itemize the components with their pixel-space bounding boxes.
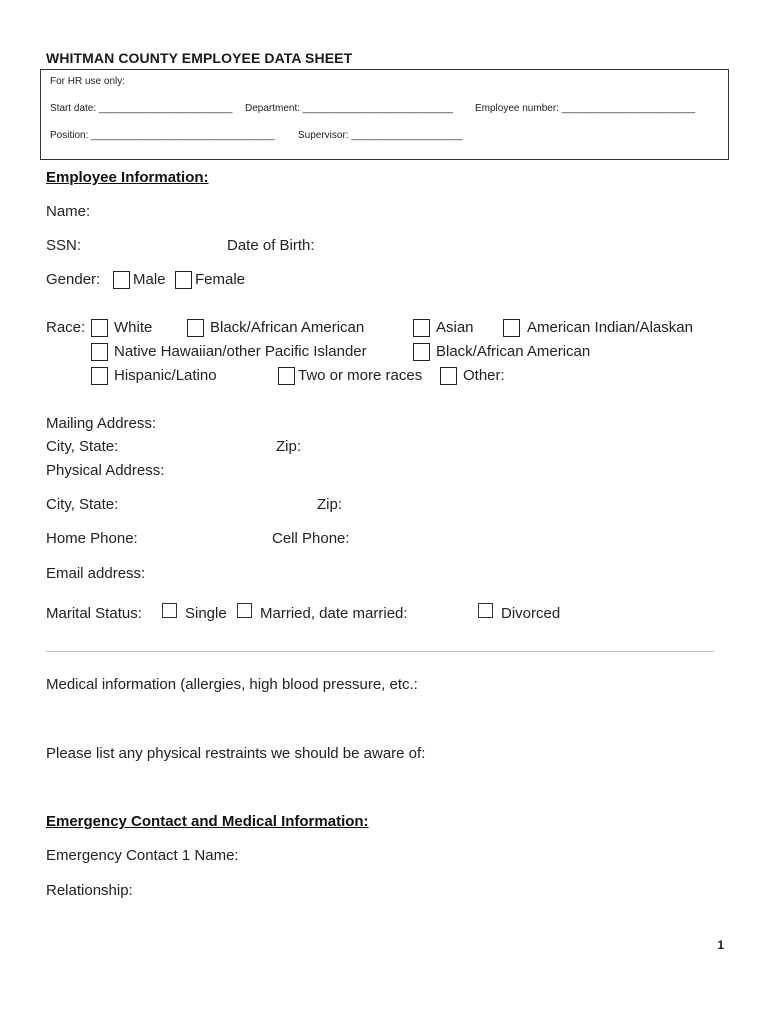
race-two-or-more-checkbox[interactable] [278, 367, 295, 385]
city-state-label-2: City, State: [46, 496, 119, 513]
race-other-label: Other: [463, 367, 505, 384]
gender-male-checkbox[interactable] [113, 271, 130, 289]
medical-info-label: Medical information (allergies, high blood pressure, etc.: [46, 676, 418, 693]
gender-female-checkbox[interactable] [175, 271, 192, 289]
marital-status-label: Marital Status: [46, 605, 142, 622]
gender-label: Gender: [46, 271, 101, 288]
race-hispanic-checkbox[interactable] [91, 367, 108, 385]
hr-box-heading: For HR use only: [50, 76, 126, 87]
race-two-or-more-label: Two or more races [298, 367, 423, 384]
race-native-hawaiian-label: Native Hawaiian/other Pacific Islander [114, 343, 367, 360]
email-label: Email address: [46, 565, 146, 582]
gender-male-label: Male [133, 271, 166, 288]
ssn-label: SSN: [46, 237, 82, 254]
employee-number-field[interactable]: Employee number: ________________________ [475, 103, 696, 114]
name-label: Name: [46, 203, 91, 220]
page-number: 1 [717, 938, 724, 952]
dob-label: Date of Birth: [227, 237, 315, 254]
start-date-field[interactable]: Start date: ________________________ [50, 103, 233, 114]
mailing-address-label: Mailing Address: [46, 415, 157, 432]
home-phone-label: Home Phone: [46, 530, 138, 547]
department-field[interactable]: Department: ___________________________ [245, 103, 453, 114]
race-black-2-checkbox[interactable] [413, 343, 430, 361]
cell-phone-label: Cell Phone: [272, 530, 350, 547]
race-asian-checkbox[interactable] [413, 319, 430, 337]
marital-married-label: Married, date married: [260, 605, 408, 622]
marital-divorced-label: Divorced [501, 605, 561, 622]
supervisor-field[interactable]: Supervisor: ____________________ [298, 130, 463, 141]
position-field[interactable]: Position: _________________________________ [50, 130, 275, 141]
race-black-checkbox[interactable] [187, 319, 204, 337]
race-other-checkbox[interactable] [440, 367, 457, 385]
race-native-hawaiian-checkbox[interactable] [91, 343, 108, 361]
marital-married-checkbox[interactable] [237, 603, 252, 618]
relationship-label: Relationship: [46, 882, 133, 899]
section-divider [46, 651, 714, 652]
race-american-indian-label: American Indian/Alaskan [527, 319, 693, 336]
marital-divorced-checkbox[interactable] [478, 603, 493, 618]
emergency-contact-1-name-label: Emergency Contact 1 Name: [46, 847, 239, 864]
physical-address-label: Physical Address: [46, 462, 165, 479]
physical-restraints-label: Please list any physical restraints we should be aware of: [46, 745, 426, 762]
zip-label-1: Zip: [276, 438, 302, 455]
marital-single-checkbox[interactable] [162, 603, 177, 618]
race-black-label: Black/African American [210, 319, 365, 336]
race-white-label: White [114, 319, 153, 336]
marital-single-label: Single [185, 605, 227, 622]
employee-info-heading: Employee Information: [46, 169, 209, 186]
race-american-indian-checkbox[interactable] [503, 319, 520, 337]
hr-use-only-box [40, 69, 729, 160]
emergency-contact-heading: Emergency Contact and Medical Information: [46, 813, 369, 830]
gender-female-label: Female [195, 271, 246, 288]
page-title: WHITMAN COUNTY EMPLOYEE DATA SHEET [46, 50, 353, 66]
race-black-2-label: Black/African American [436, 343, 591, 360]
race-hispanic-label: Hispanic/Latino [114, 367, 217, 384]
zip-label-2: Zip: [317, 496, 343, 513]
race-label: Race: [46, 319, 86, 336]
race-white-checkbox[interactable] [91, 319, 108, 337]
city-state-label-1: City, State: [46, 438, 119, 455]
race-asian-label: Asian [436, 319, 474, 336]
